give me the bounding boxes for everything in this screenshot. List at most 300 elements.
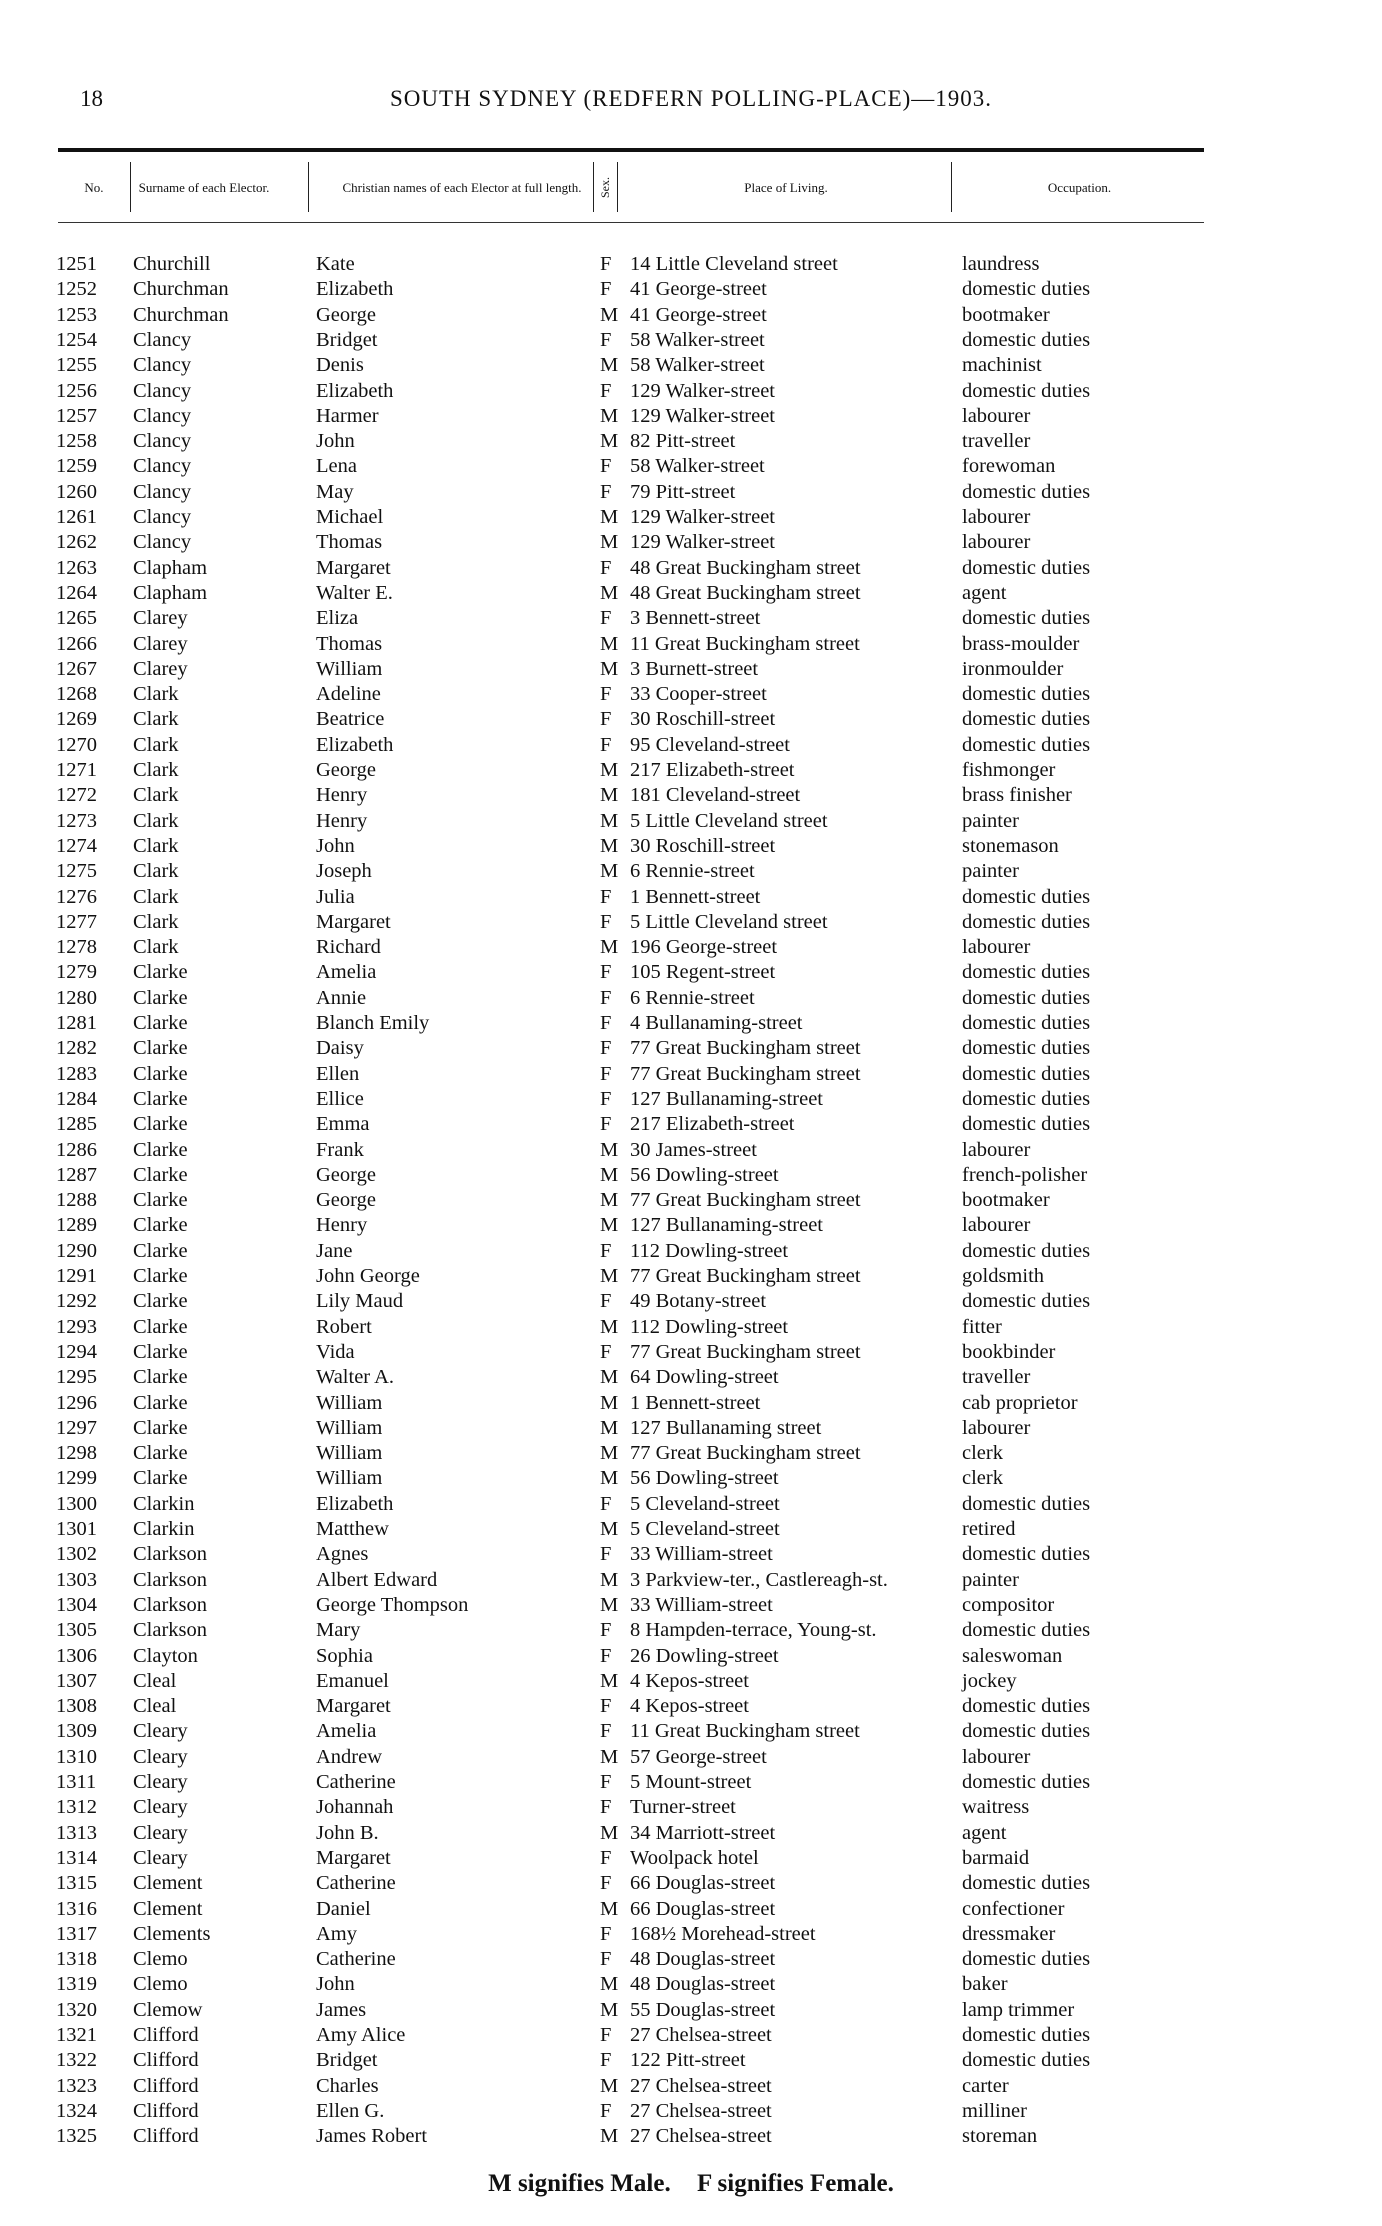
row-number: 1252 [56, 278, 97, 301]
christian-names: Blanch Emily [316, 1012, 430, 1034]
occupation: labourer [962, 506, 1031, 528]
surname: Clark [133, 784, 179, 807]
table-row [0, 1618, 1382, 1643]
place-of-living: 79 Pitt-street [630, 480, 736, 503]
christian-names: Richard [316, 936, 381, 959]
occupation: domestic duties [962, 1948, 1091, 1971]
sex: F [600, 1948, 612, 1971]
surname: Churchman [133, 303, 229, 326]
surname: Clancy [133, 404, 192, 427]
surname: Clark [133, 910, 179, 933]
occupation: fishmonger [962, 759, 1056, 781]
christian-names: Annie [316, 986, 367, 1009]
occupation: labourer [962, 531, 1031, 554]
sex: M [600, 1366, 619, 1389]
place-of-living: 181 Cleveland-street [630, 784, 801, 807]
table-row [0, 960, 1382, 985]
place-of-living: 56 Dowling-street [630, 1163, 779, 1186]
place-of-living: 27 Chelsea-street [630, 2074, 772, 2097]
occupation: bookbinder [962, 1340, 1056, 1363]
surname: Clarke [133, 1012, 188, 1034]
row-number: 1305 [56, 1619, 97, 1642]
christian-names: Harmer [316, 404, 379, 427]
occupation: domestic duties [962, 1062, 1091, 1085]
christian-names: Thomas [316, 531, 383, 554]
occupation: domestic duties [962, 1037, 1091, 1060]
place-of-living: 27 Chelsea-street [630, 2024, 772, 2046]
place-of-living: 58 Walker-street [630, 455, 765, 478]
christian-names: Sophia [316, 1644, 373, 1667]
table-row [0, 1669, 1382, 1694]
occupation: compositor [962, 1593, 1055, 1616]
occupation: traveller [962, 430, 1031, 453]
sex: F [600, 328, 612, 351]
christian-names: William [316, 1442, 383, 1465]
sex: F [600, 556, 612, 579]
row-number: 1277 [56, 910, 97, 933]
table-row [0, 1492, 1382, 1517]
table-row [0, 986, 1382, 1011]
place-of-living: 5 Cleveland-street [630, 1492, 780, 1515]
column-header-occupation: Occupation. [1047, 179, 1112, 195]
christian-names: Joseph [316, 860, 372, 883]
occupation: domestic duties [962, 961, 1091, 984]
table-row [0, 505, 1382, 530]
occupation: bootmaker [962, 303, 1050, 326]
place-of-living: 5 Little Cleveland street [630, 809, 828, 832]
table-row [0, 1593, 1382, 1618]
row-number: 1292 [56, 1290, 97, 1313]
sex-legend [0, 2170, 1382, 2198]
occupation: domestic duties [962, 1239, 1091, 1262]
christian-names: Daisy [316, 1037, 364, 1060]
sex: M [600, 1214, 619, 1237]
table-row [0, 1972, 1382, 1997]
occupation: painter [962, 1568, 1019, 1591]
sex: F [600, 379, 612, 402]
row-number: 1279 [56, 961, 97, 984]
place-of-living: 77 Great Buckingham street [630, 1265, 861, 1287]
table-row [0, 530, 1382, 555]
place-of-living: 1 Bennett-street [630, 885, 761, 908]
table-row [0, 1719, 1382, 1744]
table-row [0, 910, 1382, 935]
column-divider [308, 162, 309, 212]
row-number: 1265 [56, 607, 97, 630]
sex: M [600, 860, 619, 883]
place-of-living: 14 Little Cleveland street [630, 253, 838, 275]
table-row [0, 1289, 1382, 1314]
place-of-living: 127 Bullanaming-street [630, 1214, 823, 1237]
surname: Clarke [133, 1062, 188, 1085]
occupation: machinist [962, 354, 1042, 377]
table-row [0, 1264, 1382, 1289]
place-of-living: 11 Great Buckingham street [630, 632, 860, 655]
place-of-living: 127 Bullanaming-street [630, 1087, 823, 1110]
place-of-living: 33 William-street [630, 1593, 773, 1616]
sex: F [600, 1012, 612, 1034]
row-number: 1267 [56, 657, 97, 680]
table-row [0, 758, 1382, 783]
christian-names: Margaret [316, 1846, 391, 1869]
column-divider [130, 162, 131, 212]
occupation: domestic duties [962, 2049, 1091, 2072]
christian-names: George Thompson [316, 1593, 469, 1616]
occupation: domestic duties [962, 910, 1091, 933]
surname: Clark [133, 809, 179, 832]
place-of-living: 55 Douglas-street [630, 1998, 776, 2021]
occupation: stonemason [962, 834, 1059, 857]
christian-names: Denis [316, 354, 364, 377]
table-row [0, 1568, 1382, 1593]
occupation: confectioner [962, 1897, 1065, 1920]
surname: Clarke [133, 1416, 188, 1439]
table-row [0, 1998, 1382, 2023]
surname: Clarke [133, 1163, 188, 1186]
christian-names: George [316, 1189, 376, 1212]
occupation: domestic duties [962, 733, 1091, 756]
table-row [0, 935, 1382, 960]
surname: Clark [133, 733, 179, 756]
occupation: domestic duties [962, 2024, 1091, 2046]
occupation: labourer [962, 1745, 1031, 1768]
surname: Cleal [133, 1695, 177, 1718]
christian-names: Adeline [316, 683, 381, 706]
christian-names: Elizabeth [316, 379, 394, 402]
sex: F [600, 1037, 612, 1060]
occupation: agent [962, 1821, 1007, 1844]
legend-female: F signifies Female. [696, 2170, 894, 2197]
occupation: jockey [962, 1669, 1017, 1692]
row-number: 1310 [56, 1745, 97, 1768]
occupation: saleswoman [962, 1644, 1063, 1667]
table-row [0, 277, 1382, 302]
christian-names: Ellen [316, 1062, 360, 1085]
surname: Clemo [133, 1948, 188, 1971]
table-row [0, 581, 1382, 606]
row-number: 1299 [56, 1467, 97, 1490]
sex: F [600, 1846, 612, 1869]
row-number: 1303 [56, 1568, 97, 1591]
place-of-living: 58 Walker-street [630, 354, 765, 377]
occupation: storeman [962, 2125, 1038, 2148]
column-header-row [58, 148, 1204, 223]
place-of-living: 5 Cleveland-street [630, 1518, 780, 1540]
surname: Clarke [133, 1340, 188, 1363]
place-of-living: 129 Walker-street [630, 404, 775, 427]
table-row [0, 657, 1382, 682]
christian-names: Kate [316, 253, 355, 275]
row-number: 1284 [56, 1087, 97, 1110]
table-row [0, 2099, 1382, 2124]
sex: M [600, 1189, 619, 1212]
surname: Clarke [133, 1138, 188, 1161]
surname: Cleary [133, 1846, 188, 1869]
sex: F [600, 1771, 612, 1793]
place-of-living: 41 George-street [630, 278, 767, 301]
place-of-living: 48 Douglas-street [630, 1948, 776, 1971]
place-of-living: 26 Dowling-street [630, 1644, 779, 1667]
row-number: 1323 [56, 2074, 97, 2097]
christian-names: Matthew [316, 1518, 389, 1540]
place-of-living: 122 Pitt-street [630, 2049, 746, 2072]
christian-names: Mary [316, 1619, 361, 1642]
place-of-living: 33 William-street [630, 1543, 773, 1566]
row-number: 1261 [56, 506, 97, 528]
sex: M [600, 2125, 619, 2148]
place-of-living: 5 Little Cleveland street [630, 910, 828, 933]
sex: M [600, 1391, 619, 1414]
page-header [0, 86, 1382, 116]
christian-names: Walter E. [316, 581, 393, 604]
row-number: 1306 [56, 1644, 97, 1667]
table-row [0, 1315, 1382, 1340]
place-of-living: 3 Bennett-street [630, 607, 761, 630]
place-of-living: 48 Douglas-street [630, 1973, 776, 1996]
place-of-living: 1 Bennett-street [630, 1391, 761, 1414]
row-number: 1263 [56, 556, 97, 579]
table-row [0, 632, 1382, 657]
surname: Clarey [133, 607, 188, 630]
surname: Clemo [133, 1973, 188, 1996]
sex: F [600, 1644, 612, 1667]
surname: Clarke [133, 1391, 188, 1414]
surname: Clark [133, 834, 179, 857]
place-of-living: 105 Regent-street [630, 961, 776, 984]
table-row [0, 2023, 1382, 2048]
surname: Clancy [133, 430, 192, 453]
occupation: domestic duties [962, 1113, 1091, 1136]
sex: F [600, 1290, 612, 1313]
table-row [0, 1871, 1382, 1896]
row-number: 1287 [56, 1163, 97, 1186]
row-number: 1317 [56, 1922, 97, 1945]
surname: Clement [133, 1897, 203, 1920]
sex: M [600, 809, 619, 832]
occupation: labourer [962, 1138, 1031, 1161]
table-row [0, 303, 1382, 328]
row-number: 1282 [56, 1037, 97, 1060]
row-number: 1318 [56, 1948, 97, 1971]
sex: M [600, 834, 619, 857]
row-number: 1276 [56, 885, 97, 908]
sex: F [600, 1087, 612, 1110]
row-number: 1316 [56, 1897, 97, 1920]
occupation: fitter [962, 1315, 1002, 1338]
table-row [0, 1517, 1382, 1542]
row-number: 1285 [56, 1113, 97, 1136]
row-number: 1302 [56, 1543, 97, 1566]
place-of-living: 127 Bullanaming street [630, 1416, 822, 1439]
table-row [0, 1062, 1382, 1087]
christian-names: Agnes [316, 1543, 369, 1566]
row-number: 1312 [56, 1796, 97, 1819]
column-divider [617, 162, 618, 212]
occupation: domestic duties [962, 556, 1091, 579]
sex: F [600, 1062, 612, 1085]
row-number: 1314 [56, 1846, 97, 1869]
christian-names: Catherine [316, 1872, 396, 1895]
surname: Clarkson [133, 1568, 208, 1591]
occupation: domestic duties [962, 1492, 1091, 1515]
sex: M [600, 1416, 619, 1439]
column-header-christian-names: Christian names of each Elector at full length. [342, 179, 582, 195]
christian-names: John George [316, 1265, 420, 1287]
surname: Clancy [133, 480, 192, 503]
sex: F [600, 607, 612, 630]
christian-names: Lena [316, 455, 357, 478]
surname: Cleary [133, 1796, 188, 1819]
occupation: labourer [962, 936, 1031, 959]
row-number: 1313 [56, 1821, 97, 1844]
row-number: 1280 [56, 986, 97, 1009]
christian-names: Bridget [316, 328, 378, 351]
table-row [0, 1416, 1382, 1441]
christian-names: Bridget [316, 2049, 378, 2072]
table-row [0, 379, 1382, 404]
sex: M [600, 430, 619, 453]
row-number: 1324 [56, 2099, 97, 2122]
christian-names: Henry [316, 809, 368, 832]
table-row [0, 252, 1382, 277]
sex: F [600, 2024, 612, 2046]
table-row [0, 682, 1382, 707]
table-row [0, 353, 1382, 378]
column-header-sex-label: Sex. [597, 176, 612, 198]
table-row [0, 1846, 1382, 1871]
occupation: labourer [962, 1214, 1031, 1237]
sex: F [600, 455, 612, 478]
place-of-living: 77 Great Buckingham street [630, 1189, 861, 1212]
surname: Churchman [133, 278, 229, 301]
table-row [0, 1087, 1382, 1112]
occupation: bootmaker [962, 1189, 1050, 1212]
sex: M [600, 1897, 619, 1920]
christian-names: Walter A. [316, 1366, 395, 1389]
sex: M [600, 936, 619, 959]
surname: Clark [133, 683, 179, 706]
occupation: clerk [962, 1467, 1003, 1490]
christian-names: John [316, 1973, 355, 1996]
row-number: 1266 [56, 632, 97, 655]
table-row [0, 1365, 1382, 1390]
christian-names: James Robert [316, 2125, 428, 2148]
place-of-living: 4 Bullanaming-street [630, 1012, 803, 1034]
row-number: 1311 [56, 1771, 97, 1793]
christian-names: George [316, 759, 376, 781]
row-number: 1320 [56, 1998, 97, 2021]
sex: M [600, 1998, 619, 2021]
sex: F [600, 683, 612, 706]
place-of-living: 11 Great Buckingham street [630, 1720, 860, 1743]
row-number: 1270 [56, 733, 97, 756]
sex: M [600, 404, 619, 427]
row-number: 1304 [56, 1593, 97, 1616]
sex: F [600, 1543, 612, 1566]
table-row [0, 1694, 1382, 1719]
surname: Clayton [133, 1644, 198, 1667]
occupation: domestic duties [962, 328, 1091, 351]
sex: F [600, 1340, 612, 1363]
surname: Clark [133, 708, 179, 731]
surname: Clarey [133, 657, 188, 680]
occupation: domestic duties [962, 1720, 1091, 1743]
surname: Clarkin [133, 1492, 195, 1515]
row-number: 1322 [56, 2049, 97, 2072]
surname: Clarke [133, 1087, 188, 1110]
occupation: domestic duties [962, 1087, 1091, 1110]
occupation: lamp trimmer [962, 1998, 1075, 2021]
occupation: laundress [962, 253, 1040, 275]
table-row [0, 859, 1382, 884]
sex: F [600, 1492, 612, 1515]
row-number: 1301 [56, 1518, 97, 1540]
surname: Clarke [133, 1467, 188, 1490]
table-row [0, 1188, 1382, 1213]
christian-names: Amy [316, 1922, 357, 1945]
place-of-living: 30 Roschill-street [630, 708, 776, 731]
christian-names: John [316, 834, 355, 857]
row-number: 1269 [56, 708, 97, 731]
surname: Cleal [133, 1669, 177, 1692]
row-number: 1288 [56, 1189, 97, 1212]
surname: Clarke [133, 1189, 188, 1212]
occupation: labourer [962, 404, 1031, 427]
sex: F [600, 961, 612, 984]
table-row [0, 1947, 1382, 1972]
table-row [0, 783, 1382, 808]
christian-names: Amelia [316, 961, 377, 984]
place-of-living: 30 James-street [630, 1138, 757, 1161]
occupation: traveller [962, 1366, 1031, 1389]
surname: Clark [133, 860, 179, 883]
christian-names: William [316, 1391, 383, 1414]
place-of-living: 6 Rennie-street [630, 860, 755, 883]
sex: F [600, 1796, 612, 1819]
row-number: 1295 [56, 1366, 97, 1389]
place-of-living: 4 Kepos-street [630, 1669, 749, 1692]
row-number: 1254 [56, 328, 97, 351]
surname: Clifford [133, 2049, 199, 2072]
row-number: 1309 [56, 1720, 97, 1743]
christian-names: Elizabeth [316, 733, 394, 756]
christian-names: Michael [316, 506, 384, 528]
occupation: domestic duties [962, 379, 1091, 402]
christian-names: May [316, 480, 354, 503]
place-of-living: 217 Elizabeth-street [630, 1113, 795, 1136]
table-row [0, 1821, 1382, 1846]
sex: M [600, 1138, 619, 1161]
occupation: brass-moulder [962, 632, 1080, 655]
row-number: 1275 [56, 860, 97, 883]
row-number: 1251 [56, 253, 97, 275]
christian-names: John B. [316, 1821, 379, 1844]
row-number: 1273 [56, 809, 97, 832]
occupation: dressmaker [962, 1922, 1056, 1945]
occupation: domestic duties [962, 1012, 1091, 1034]
christian-names: Jane [316, 1239, 353, 1262]
christian-names: Thomas [316, 632, 383, 655]
row-number: 1274 [56, 834, 97, 857]
occupation: french-polisher [962, 1163, 1088, 1186]
row-number: 1307 [56, 1669, 97, 1692]
surname: Clark [133, 759, 179, 781]
christian-names: Emma [316, 1113, 370, 1136]
row-number: 1290 [56, 1239, 97, 1262]
table-row [0, 2074, 1382, 2099]
occupation: labourer [962, 1416, 1031, 1439]
surname: Clancy [133, 328, 192, 351]
